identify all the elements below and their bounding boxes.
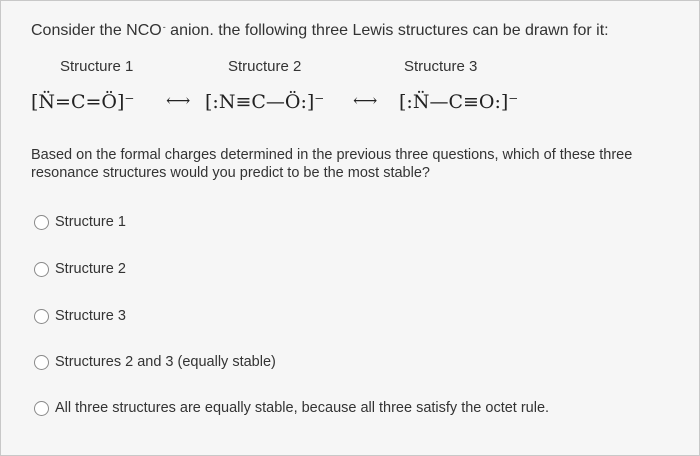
option-label: Structure 1	[55, 214, 126, 230]
option-label: All three structures are equally stable, because all three satisfy the octet rule.	[55, 400, 550, 416]
structure-3-label: Structure 3	[404, 58, 478, 75]
structure-2-label: Structure 2	[228, 58, 302, 75]
option-all-three[interactable]	[34, 400, 549, 416]
prompt-text: Based on the formal charges determined in the previous three questions, which of these three resonance structures would you predict to be the most stable?	[31, 147, 633, 181]
option-structures-2-and-3[interactable]	[34, 354, 276, 370]
radio-button[interactable]	[34, 215, 49, 230]
lewis-structure-3: [:N̈—C≡O:]⁻	[399, 91, 519, 113]
resonance-arrow-icon: ⟷	[353, 91, 378, 111]
radio-button[interactable]	[34, 355, 49, 370]
option-structure-3[interactable]	[34, 308, 126, 324]
question-lead: Consider the NCO	[31, 22, 162, 39]
option-label: Structures 2 and 3 (equally stable)	[55, 354, 276, 370]
radio-button[interactable]	[34, 309, 49, 324]
resonance-arrow-icon: ⟷	[166, 91, 191, 111]
option-structure-2[interactable]	[34, 261, 126, 277]
lewis-structure-1: [N̈=C=Ö]⁻	[31, 91, 135, 113]
option-structure-1[interactable]	[34, 214, 126, 230]
question-tail: anion. the following three Lewis structures can be drawn for it:	[165, 22, 609, 39]
option-label: Structure 3	[55, 308, 126, 324]
radio-button[interactable]	[34, 401, 49, 416]
question-text	[31, 22, 609, 40]
radio-button[interactable]	[34, 262, 49, 277]
lewis-structure-2: [:N≡C—Ö:]⁻	[205, 91, 325, 113]
charge-superscript: -	[162, 22, 166, 32]
option-label: Structure 2	[55, 261, 126, 277]
structure-1-label: Structure 1	[60, 58, 134, 75]
